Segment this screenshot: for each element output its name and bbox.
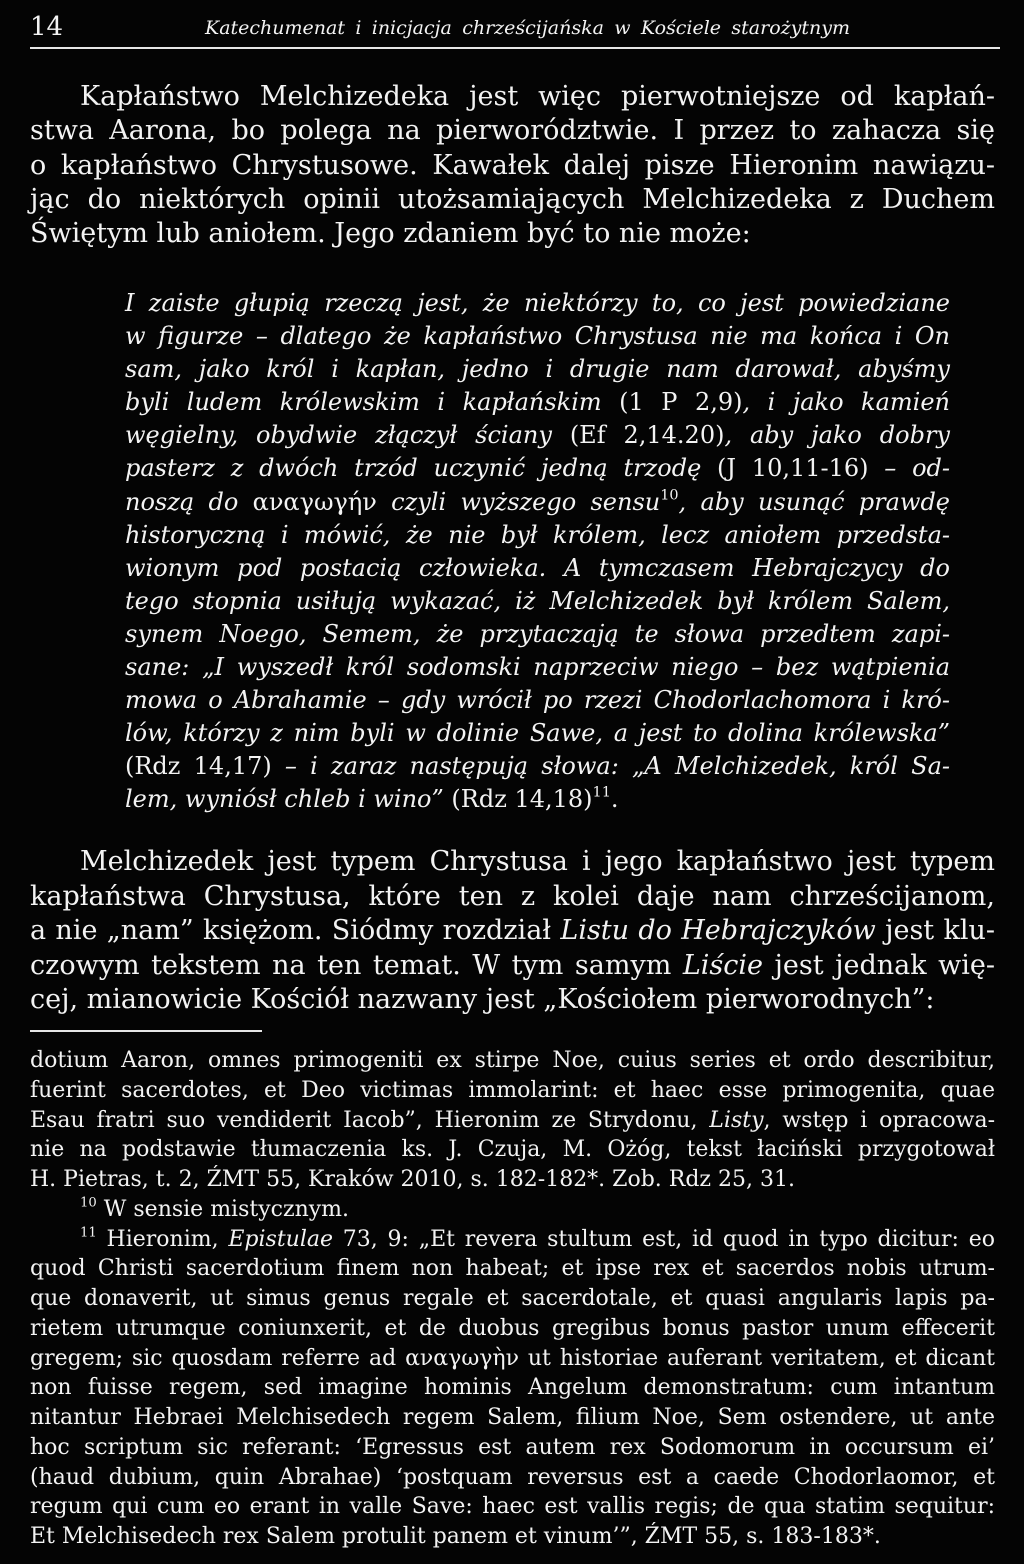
italic-text: lów, którzy z nim byli w dolinie Sawe, a jest to dolina królewska” — [125, 719, 950, 748]
italic-text: byli ludem królewskim i kapłańskim — [125, 388, 620, 417]
line-text — [30, 1433, 995, 1463]
running-title — [205, 11, 850, 45]
italic-text: – i zaraz następują słowa: „A Melchizedek, król Sa- — [271, 752, 950, 781]
footnote-separator — [30, 1030, 262, 1032]
italic-text: wionym pod postacią człowieka. A tymczasem Hebrajczycy do — [125, 553, 950, 582]
text-segment: Kapłaństwo Melchizedeka jest więc pierwotniejsze od kapłań- — [80, 81, 995, 112]
text-line — [30, 1165, 995, 1195]
italic-text: , aby usunąć prawdę — [678, 487, 951, 516]
text-line — [30, 1433, 995, 1463]
text-line — [125, 287, 950, 320]
italic-text: – od- — [868, 454, 950, 483]
text-segment: (J 10,11-16) — [717, 454, 869, 483]
text-line — [30, 1284, 995, 1314]
text-segment: 73, 9: „Et revera stultum est, id quod in typo dicitur: eo — [333, 1226, 995, 1252]
text-segment: non fuisse regem, sed imagine hominis Angelum demonstratum: cum intantum — [30, 1375, 995, 1401]
text-line — [30, 1076, 995, 1106]
text-segment: Hieronim, — [96, 1226, 229, 1252]
footnotes — [30, 1046, 995, 1552]
text-segment: kapłaństwa Chrystusa, które ten z kolei daje nam chrześcijanom, — [30, 880, 995, 912]
line-text — [30, 1522, 881, 1552]
text-line — [30, 1522, 995, 1552]
text-segment: . — [610, 785, 619, 814]
text-segment: a nie „nam” księżom. Siódmy rozdział — [30, 915, 561, 946]
text-segment: rietem utrumque coniunxerit, et de duobus gregibus bonus pastor unum effecerit — [30, 1315, 995, 1341]
text-line — [30, 880, 995, 915]
line-text — [125, 585, 950, 618]
text-segment: (haud dubium, quin Abrahae) ‘postquam reversus est a caede Chodorlaomor, et — [30, 1464, 995, 1490]
text-line — [30, 1463, 995, 1493]
text-segment: jest klu- — [875, 915, 995, 946]
line-text — [125, 519, 950, 552]
text-line — [30, 114, 995, 148]
line-text — [30, 1254, 995, 1284]
text-segment: hoc scriptum sic referant: ‘Egressus est autem rex Sodomorum in occursum ei’ — [30, 1434, 995, 1460]
text-line — [30, 1254, 995, 1284]
italic-text: I zaiste głupią rzeczą jest, że niektórzy to, co jest powiedziane — [125, 289, 950, 317]
italic-text: tego stopnia usiłują wykazać, iż Melchizedek był królem Salem, — [125, 586, 950, 615]
text-segment: Et Melchisedech rex Salem protulit panem et vinum’”, ŹMT 55, s. 183-183*. — [30, 1524, 881, 1549]
italic-text: lem, wyniósł chleb i wino” — [125, 785, 452, 814]
italic-text: czyli wyższego sensu — [376, 487, 661, 516]
text-segment: czowym tekstem na ten temat. W tym samym — [30, 949, 683, 981]
text-segment: (Rdz 14,18) — [451, 785, 593, 814]
line-text — [30, 1492, 995, 1522]
italic-text: , i jako kamień — [742, 388, 950, 417]
italic-text: sane: „I wyszedł król sodomski naprzeciw niego – bez wątpienia — [125, 653, 950, 682]
italic-text: węgielny, obydwie złączył ściany — [125, 421, 570, 450]
text-line — [30, 1373, 995, 1403]
text-segment: Esau fratri suo vendiderit Iacob”, Hieronim ze Strydonu, — [30, 1107, 710, 1133]
italic-text: Liście — [682, 949, 763, 981]
line-text — [30, 1106, 995, 1136]
line-text — [30, 1314, 995, 1344]
running-title-text: Katechumenat i inicjacja chrześcijańska w Kościele starożytnym — [205, 17, 850, 39]
header-rule — [30, 47, 1000, 49]
italic-text: pasterz z dwóch trzód uczynić jedną trzodę — [125, 454, 718, 483]
line-text — [30, 949, 995, 984]
italic-text: Listu do Hebrajczyków — [560, 915, 876, 946]
text-line — [125, 519, 950, 552]
footnote-reference: 10 — [80, 1195, 97, 1211]
line-text — [125, 287, 950, 320]
text-segment: quod Christi sacerdotium finem non habeat; et ipse rex et sacerdos nobis utrum- — [30, 1256, 995, 1282]
line-text — [125, 486, 950, 519]
text-line — [125, 486, 950, 519]
italic-text: synem Noego, Semem, że przytaczają te słowa przedtem zapi- — [125, 619, 950, 648]
footnote-reference: 11 — [592, 785, 611, 802]
text-segment: dotium Aaron, omnes primogeniti ex stirpe Noe, cuius series et ordo describitur, — [30, 1048, 995, 1073]
line-text — [125, 750, 950, 783]
line-text — [80, 1225, 995, 1255]
text-segment: que donaverit, ut simus genus regale et sacerdotale, et quasi angularis lapis pa- — [30, 1286, 995, 1311]
text-line — [125, 684, 950, 717]
text-segment: nie na podstawie tłumaczenia ks. J. Czuja, M. Ożóg, tekst łaciński przygotował — [30, 1137, 995, 1163]
page-number: 14 — [30, 12, 64, 42]
text-segment: (Rdz 14,17) — [125, 752, 272, 781]
text-line — [80, 80, 995, 114]
line-text — [125, 651, 950, 684]
text-line — [80, 845, 995, 880]
text-line — [125, 320, 950, 353]
line-text — [30, 217, 751, 251]
text-line — [30, 217, 995, 251]
text-segment: jest jednak wię- — [763, 949, 995, 981]
italic-text: mowa o Abrahamie – gdy wrócił po rzezi Chodorlachomora i kró- — [125, 686, 950, 715]
text-segment: stwa Aarona, bo polega na pierworództwie. I przez to zahacza się — [30, 115, 995, 147]
text-segment: H. Pietras, t. 2, ŹMT 55, Kraków 2010, s. 182-182*. Zob. Rdz 25, 31. — [30, 1167, 795, 1192]
line-text — [30, 1284, 995, 1314]
line-text — [30, 1076, 995, 1106]
text-segment: (1 P 2,9) — [619, 388, 743, 417]
text-line — [125, 419, 950, 452]
text-line — [30, 183, 995, 217]
text-line — [30, 1344, 995, 1374]
text-segment: Świętym lub aniołem. Jego zdaniem być to nie może: — [30, 218, 751, 250]
text-line — [125, 651, 950, 684]
italic-text: noszą do — [125, 487, 253, 516]
text-segment: gregem; sic quosdam referre ad αναγωγὴν ut historiae auferant veritatem, et dicant — [30, 1345, 995, 1371]
line-text — [30, 1463, 995, 1493]
line-text — [80, 80, 995, 114]
text-segment: jąc do niektórych opinii utożsamiających Melchizedeka z Duchem — [30, 183, 995, 215]
text-line — [30, 1106, 995, 1136]
paragraph-1 — [30, 80, 995, 251]
italic-text: Listy — [709, 1107, 764, 1133]
line-text — [30, 183, 995, 217]
italic-text: w figurze – dlatego że kapłaństwo Chrystusa nie ma końca i On — [125, 322, 950, 351]
line-text — [125, 684, 950, 717]
line-text — [80, 1195, 349, 1225]
text-segment: Melchizedek jest typem Chrystusa i jego kapłaństwo jest typem — [80, 846, 995, 877]
footnote-reference: 11 — [80, 1225, 97, 1240]
text-segment: αναγωγήν — [252, 487, 377, 516]
italic-text: sam, jako król i kapłan, jedno i drugie nam darował, abyśmy — [125, 355, 950, 384]
text-line — [125, 717, 950, 750]
text-line — [30, 949, 995, 984]
line-text — [125, 353, 950, 386]
text-segment: fuerint sacerdotes, et Deo victimas immolarint: et haec esse primogenita, quae — [30, 1077, 995, 1103]
line-text — [30, 1403, 995, 1433]
line-text — [30, 880, 995, 915]
text-line — [125, 452, 950, 485]
italic-text: , aby jako dobry — [724, 421, 950, 450]
line-text — [30, 1373, 995, 1403]
line-text — [30, 114, 995, 148]
text-line — [80, 1225, 995, 1255]
text-line — [125, 552, 950, 585]
text-line — [125, 585, 950, 618]
italic-text: historyczną i mówić, że nie był królem, lecz aniołem przedsta- — [125, 520, 950, 549]
line-text — [125, 717, 950, 750]
text-line — [125, 386, 950, 419]
italic-text: Epistulae — [228, 1226, 334, 1252]
line-text — [125, 452, 950, 485]
line-text — [125, 320, 950, 353]
text-line — [30, 1492, 995, 1522]
text-line — [30, 1135, 995, 1165]
line-text — [125, 783, 619, 816]
line-text — [30, 1344, 995, 1374]
text-segment: nitantur Hebraei Melchisedech regem Salem, filium Noe, Sem ostendere, ut ante — [30, 1405, 995, 1430]
text-segment: cej, mianowicie Kościół nazwany jest „Kościołem pierworodnych”: — [30, 984, 935, 1015]
text-segment: o kapłaństwo Chrystusowe. Kawałek dalej pisze Hieronim nawiązu- — [30, 149, 995, 181]
text-line — [30, 983, 995, 1018]
text-segment: W sensie mistycznym. — [96, 1196, 350, 1222]
text-line — [30, 914, 995, 949]
line-text — [125, 552, 950, 585]
text-line — [125, 783, 950, 816]
text-segment: , wstęp i opracowa- — [763, 1107, 996, 1133]
text-line — [80, 1195, 995, 1225]
text-line — [30, 1046, 995, 1076]
block-quote — [125, 287, 950, 817]
text-segment: (Ef 2,14.20) — [569, 421, 725, 450]
line-text — [30, 1165, 795, 1195]
text-line — [125, 353, 950, 386]
line-text — [30, 1135, 995, 1165]
line-text — [30, 1046, 995, 1076]
line-text — [125, 618, 950, 651]
text-line — [30, 149, 995, 183]
text-line — [125, 750, 950, 783]
text-segment: regum qui cum eo erant in valle Save: haec est vallis regis; de qua statim sequitur: — [30, 1494, 995, 1520]
line-text — [30, 149, 995, 183]
line-text — [30, 983, 935, 1018]
line-text — [30, 914, 995, 949]
footnote-reference: 10 — [660, 487, 679, 504]
line-text — [125, 419, 950, 452]
text-line — [30, 1403, 995, 1433]
line-text — [125, 386, 950, 419]
text-line — [30, 1314, 995, 1344]
paragraph-2 — [30, 845, 995, 1018]
line-text — [80, 845, 995, 880]
text-line — [125, 618, 950, 651]
